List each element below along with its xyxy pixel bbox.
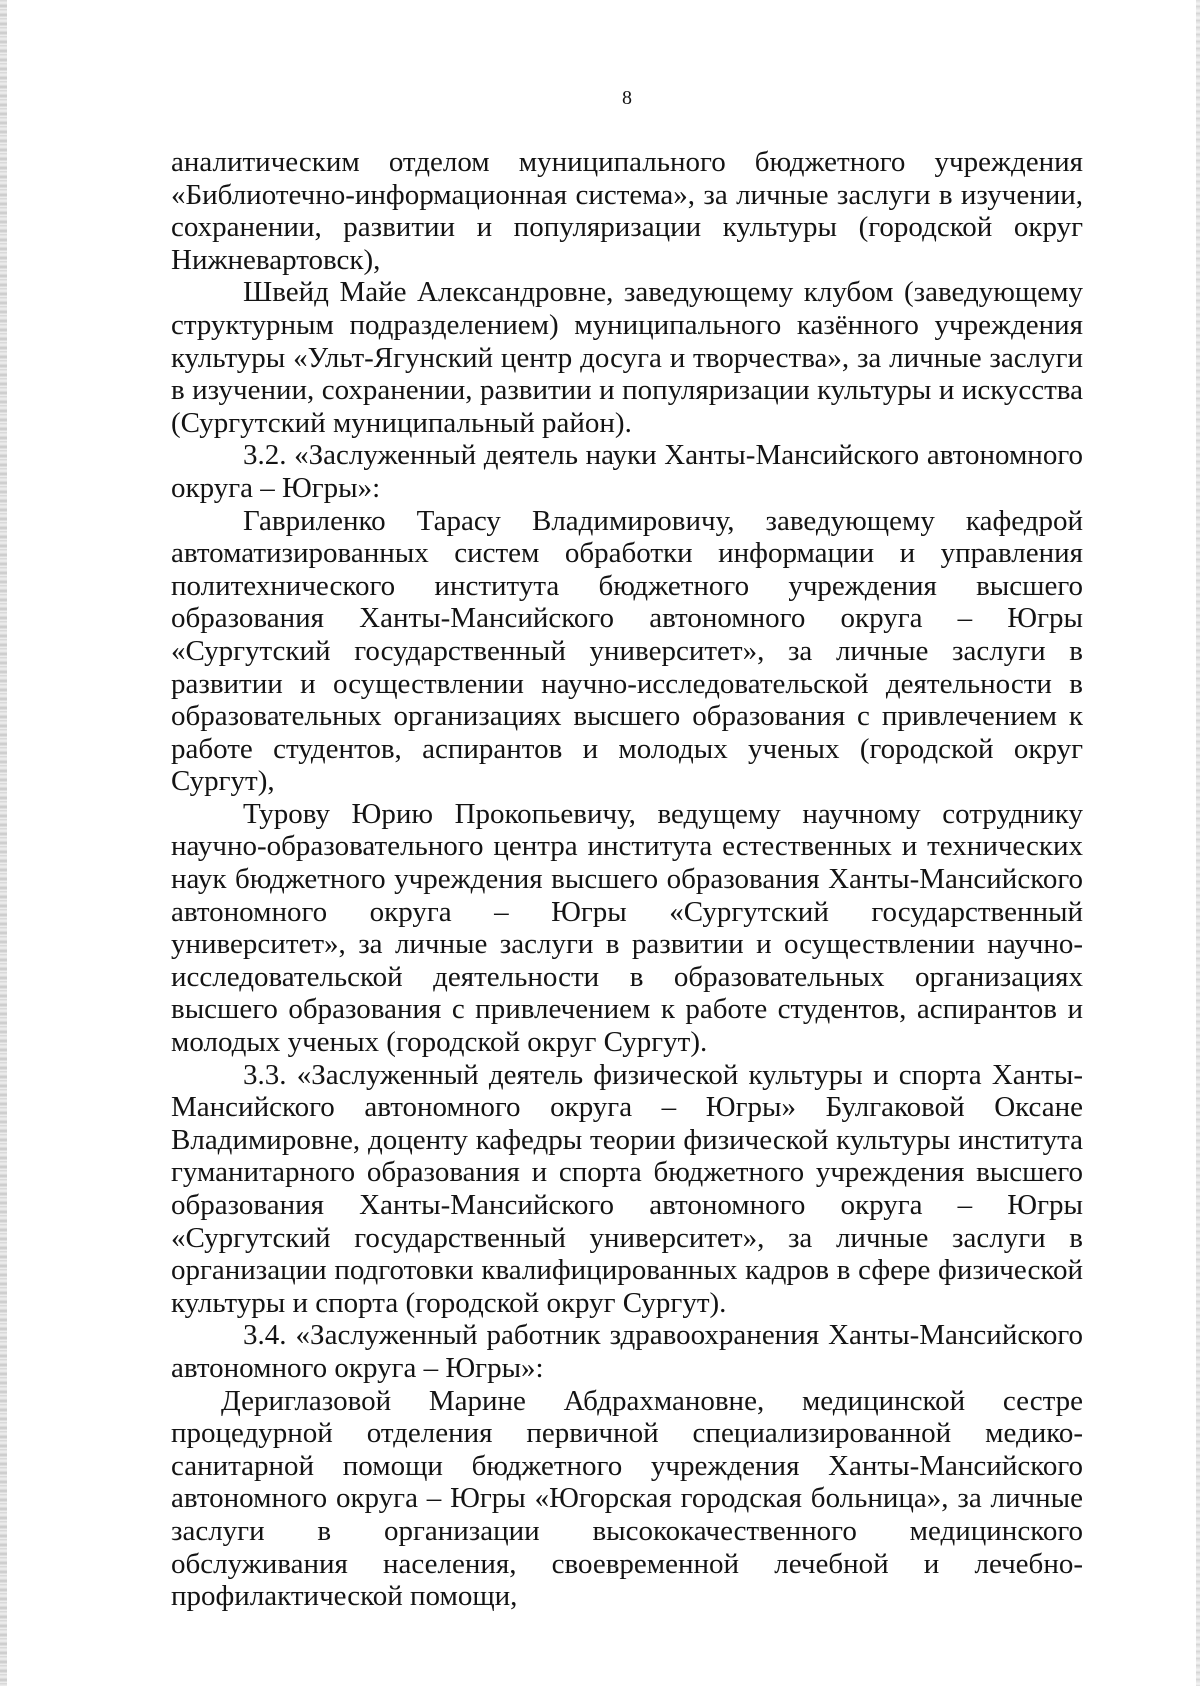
section-3-4-heading: 3.4. «Заслуженный работник здравоохранения Ханты-Мансийского автономного округа – Югры»:: [171, 1319, 1083, 1384]
paragraph-turov: Турову Юрию Прокопьевичу, ведущему научному сотруднику научно-образовательного центра института естественных и технических наук бюджетного учреждения высшего образования Ханты-Мансийского автономного округа – Югры «Сургутский государственный университет», за личные заслуги в развитии и осуществлении научно-исследовательской деятельности в образовательных организациях высшего образования с привлечением к работе студентов, аспирантов и молодых ученых (городской округ Сургут).: [171, 797, 1083, 1059]
paragraph-continuation: аналитическим отделом муниципального бюджетного учреждения «Библиотечно-информационная система», за личные заслуги в изучении, сохранении, развитии и популяризации культуры (городской округ Нижневартовск),: [171, 146, 1083, 276]
scan-edge-left: [0, 0, 7, 1686]
document-body: [171, 146, 1083, 1613]
scan-edge-right: [1196, 0, 1200, 1686]
page-number: 8: [622, 87, 632, 109]
paragraph-gavrilenko: Гавриленко Тарасу Владимировичу, заведующему кафедрой автоматизированных систем обработки информации и управления политехнического института бюджетного учреждения высшего образования Ханты-Мансийского автономного округа – Югры «Сургутский государственный университет», за личные заслуги в развитии и осуществлении научно-исследовательской деятельности в образовательных организациях высшего образования с привлечением к работе студентов, аспирантов и молодых ученых (городской округ Сургут),: [171, 504, 1083, 798]
section-3-2-heading: 3.2. «Заслуженный деятель науки Ханты-Мансийского автономного округа – Югры»:: [171, 439, 1083, 504]
section-3-3-paragraph: 3.3. «Заслуженный деятель физической культуры и спорта Ханты-Мансийского автономного округа – Югры» Булгаковой Оксане Владимировне, доценту кафедры теории физической культуры института гуманитарного образования и спорта бюджетного учреждения высшего образования Ханты-Мансийского автономного округа – Югры «Сургутский государственный университет», за личные заслуги в организации подготовки квалифицированных кадров в сфере физической культуры и спорта (городской округ Сургут).: [171, 1058, 1083, 1319]
paragraph-deriglazova: Дериглазовой Марине Абдрахмановне, медицинской сестре процедурной отделения первичной специализированной медико-санитарной помощи бюджетного учреждения Ханты-Мансийского автономного округа – Югры «Югорская городская больница», за личные заслуги в организации высококачественного медицинского обслуживания населения, своевременной лечебной и лечебно-профилактической помощи,: [171, 1384, 1083, 1613]
paragraph-shveyd: Швейд Майе Александровне, заведующему клубом (заведующему структурным подразделением) муниципального казённого учреждения культуры «Ульт-Ягунский центр досуга и творчества», за личные заслуги в изучении, сохранении, развитии и популяризации культуры и искусства (Сургутский муниципальный район).: [171, 276, 1083, 439]
